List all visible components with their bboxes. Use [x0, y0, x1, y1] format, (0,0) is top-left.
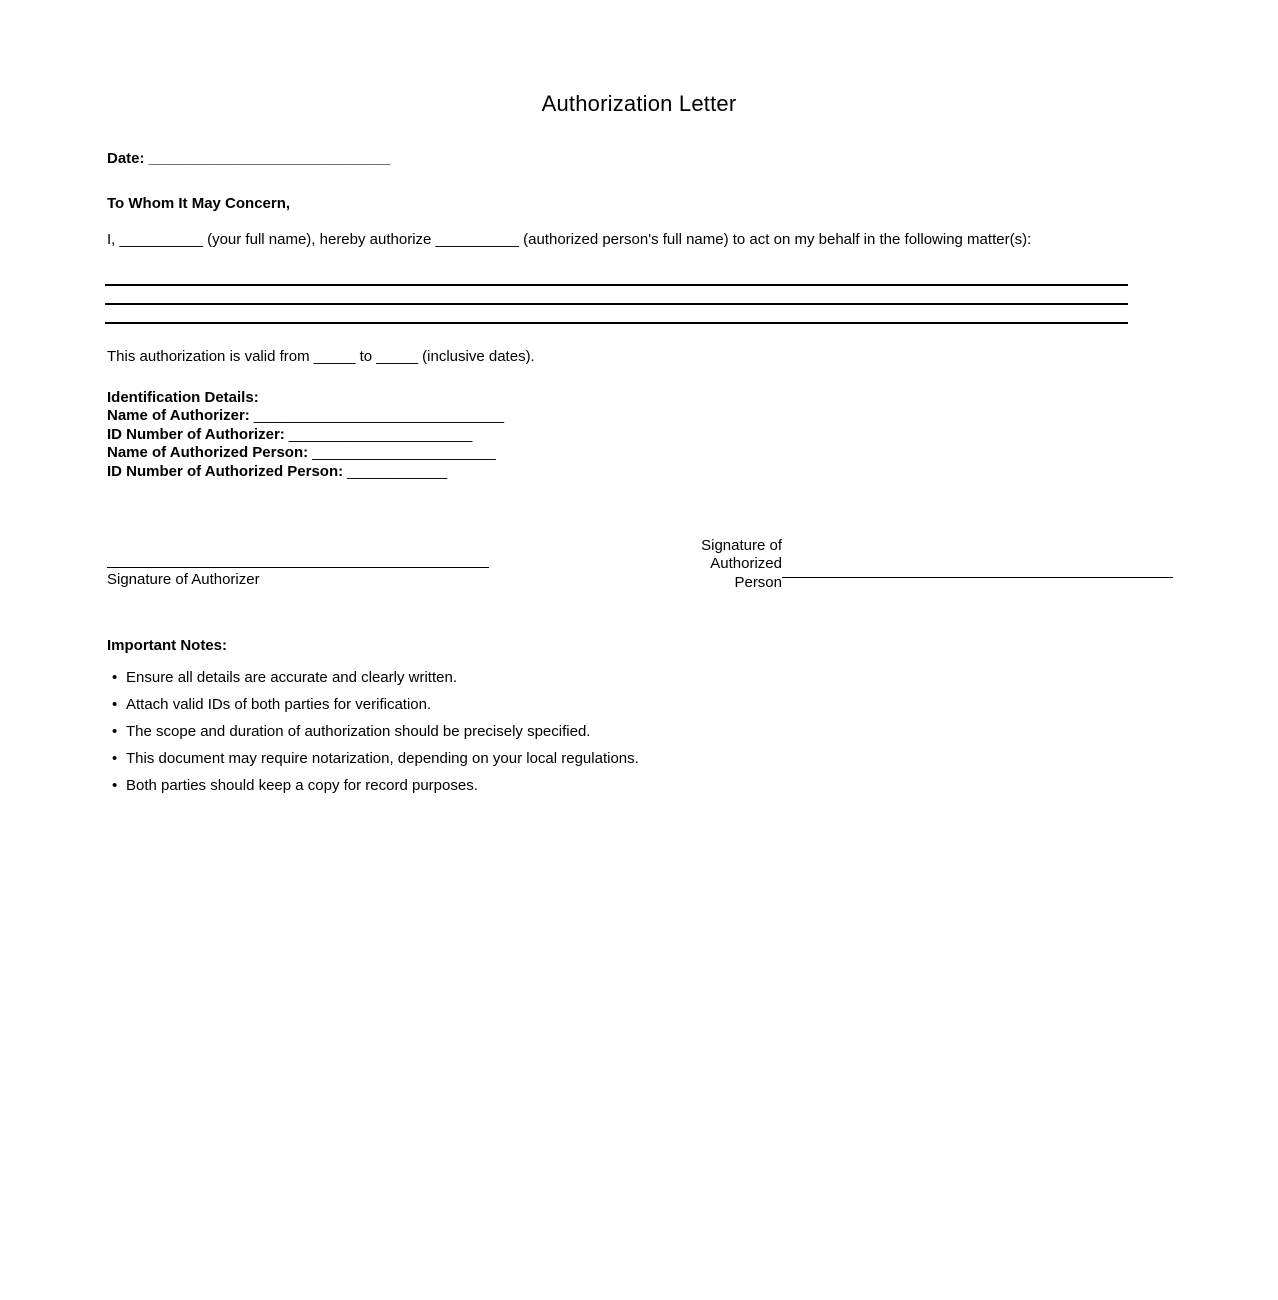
identification-details-block	[107, 389, 504, 481]
id-field-label: Name of Authorized Person:	[107, 444, 309, 462]
identification-heading: Identification Details:	[107, 389, 259, 406]
notes-heading: Important Notes:	[107, 637, 227, 654]
id-field-label: Name of Authorizer:	[107, 407, 250, 425]
matters-writing-line-3	[105, 322, 1128, 324]
date-blank: _____________________________	[148, 150, 391, 167]
intro-paragraph: I, __________ (your full name), hereby authorize __________ (authorized person's full name) to act on my behalf in the following matter(s):	[107, 231, 1032, 248]
note-item: • This document may require notarization, depending on your local regulations.	[126, 751, 807, 767]
matters-writing-line-1	[105, 284, 1128, 286]
note-item: • Both parties should keep a copy for record purposes.	[126, 778, 807, 794]
signature-authorized-block	[697, 536, 1173, 592]
id-field-blank: ______________________________	[253, 407, 505, 425]
matters-writing-line-2	[105, 303, 1128, 305]
id-field-label: ID Number of Authorizer:	[107, 425, 285, 443]
date-line	[107, 150, 390, 167]
date-label: Date:	[107, 150, 145, 167]
salutation: To Whom It May Concern,	[107, 195, 291, 212]
note-item: • Ensure all details are accurate and clearly written.	[126, 670, 807, 686]
id-field-label: ID Number of Authorized Person:	[107, 462, 344, 480]
signature-authorizer-label: Signature of Authorizer	[107, 571, 260, 588]
page-title: Authorization Letter	[541, 91, 737, 116]
signature-authorized-line	[782, 577, 1173, 578]
validity-line: This authorization is valid from _____ to _____ (inclusive dates).	[107, 348, 535, 365]
id-field-row-authorized-id	[107, 463, 504, 481]
id-field-row-authorizer-name	[107, 407, 504, 425]
signature-authorized-label: Signature of Authorized Person	[701, 536, 782, 591]
id-field-blank: ______________________	[312, 444, 496, 462]
id-field-blank: ______________________	[288, 425, 473, 443]
notes-list	[107, 670, 807, 805]
id-field-row-authorizer-id	[107, 426, 504, 444]
note-item: • Attach valid IDs of both parties for verification.	[126, 697, 807, 713]
id-field-blank: ____________	[347, 462, 448, 480]
note-item: • The scope and duration of authorization should be precisely specified.	[126, 724, 807, 740]
id-field-row-authorized-name	[107, 444, 504, 462]
signature-authorizer-line	[107, 567, 489, 568]
